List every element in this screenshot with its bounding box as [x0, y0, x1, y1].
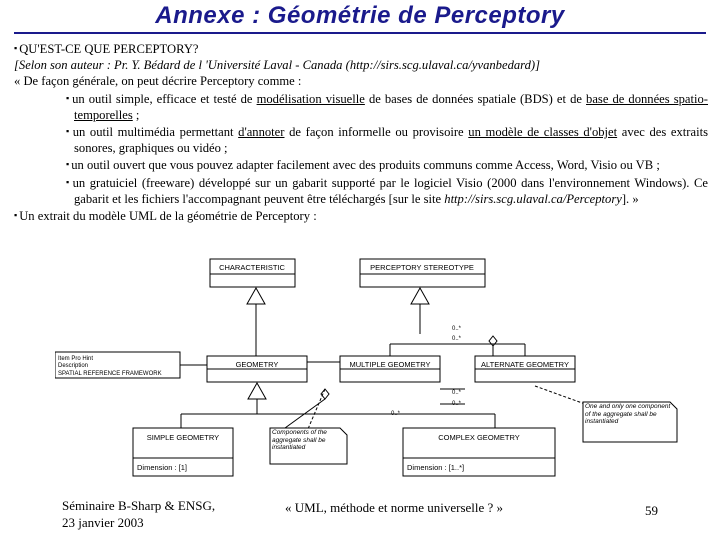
left-attr-3: SPATIAL REFERENCE FRAMEWORK [58, 371, 162, 377]
mult-label-b: 0..* [452, 336, 462, 342]
uml-intro: ▪ Un extrait du modèle UML de la géométrie de Perceptory : [14, 209, 317, 224]
mult-label-e: 0..* [391, 411, 401, 417]
bullet-4: ▪ un gratuiciel (freeware) développé sur un gabarit supporté par le logiciel Visio (2000 dans l'environnement Windows). Ce gabarit et les fichiers l'accompagnant peuvent être téléchargés [sur le site http://sirs.scg.ulaval.ca/Perceptory]. » [66, 175, 708, 206]
link-perceptory-site[interactable]: http://sirs.scg.ulaval.ca/Perceptory [444, 191, 622, 206]
source-line: [Selon son auteur : Pr. Y. Bédard de l 'Université Laval - Canada (http://sirs.scg.ulaval.ca/yvanbedard)] [14, 58, 540, 73]
mult-label-a: 0..* [452, 326, 462, 332]
triangle-stereotype [411, 288, 429, 304]
triangle-geometry [248, 383, 266, 399]
multiple-geometry-label: MULTIPLE GEOMETRY [349, 360, 431, 369]
stereotype-label: PERCEPTORY STEREOTYPE [370, 263, 474, 272]
note-one-text: One and only one component of the aggregate shall be instantiated [585, 403, 671, 425]
bullet-2: ▪ un outil multimédia permettant d'annoter de façon informelle ou provisoire un modèle de classes d'objet avec des extraits sonores, graphiques ou vidéo ; [66, 125, 708, 156]
complex-attr: Dimension : [1..*] [407, 463, 465, 472]
left-attr-2: Description [58, 363, 89, 369]
geometry-label: GEOMETRY [235, 360, 279, 369]
title-underline [14, 32, 706, 34]
link-annoter[interactable]: d'annoter [238, 125, 285, 140]
slide-title: Annexe : Géométrie de Perceptory [155, 2, 565, 29]
alternate-geometry-label: ALTERNATE GEOMETRY [481, 360, 569, 369]
link-bdst[interactable]: base de données spatio-temporelles [74, 91, 709, 122]
triangle-characteristic [247, 288, 265, 304]
footer-date: 23 janvier 2003 [62, 515, 144, 530]
footer-center: « UML, méthode et norme universelle ? » [285, 500, 504, 515]
complex-geometry-label: COMPLEX GEOMETRY [438, 433, 520, 442]
footer-seminar: Séminaire B-Sharp & ENSG, [62, 498, 216, 513]
bullet-1: ▪ un outil simple, efficace et testé de modélisation visuelle de bases de données spatiale (BDS) et de base de données spatio-temporelles ; [66, 91, 709, 122]
mult-label-d: 0..* [452, 401, 462, 407]
page-number: 59 [645, 503, 658, 518]
link-modelisation[interactable]: modélisation visuelle [256, 91, 365, 106]
diamond-multiple [321, 389, 329, 399]
left-attr-1: Item Pro Hint [58, 356, 94, 362]
mult-label-c: 0..* [452, 390, 462, 396]
link-modele-classes[interactable]: un modèle de classes d'objet [468, 125, 618, 140]
question-heading: ▪ QU'EST-CE QUE PERCEPTORY? [14, 42, 199, 56]
footer-left [62, 497, 215, 531]
uml-diagram [55, 254, 720, 499]
note-components-text: Components of the aggregate shall be instantiated [272, 429, 327, 451]
simple-geometry-label: SIMPLE GEOMETRY [146, 433, 220, 442]
bullet-3: ▪ un outil ouvert que vous pouvez adapter facilement avec des produits communs comme Access, Word, Visio ou VB ; [66, 158, 660, 173]
characteristic-label: CHARACTERISTIC [219, 263, 285, 272]
intro-line: « De façon générale, on peut décrire Perceptory comme : [14, 74, 302, 89]
simple-attr: Dimension : [1] [137, 463, 188, 472]
slide-body [14, 40, 708, 224]
